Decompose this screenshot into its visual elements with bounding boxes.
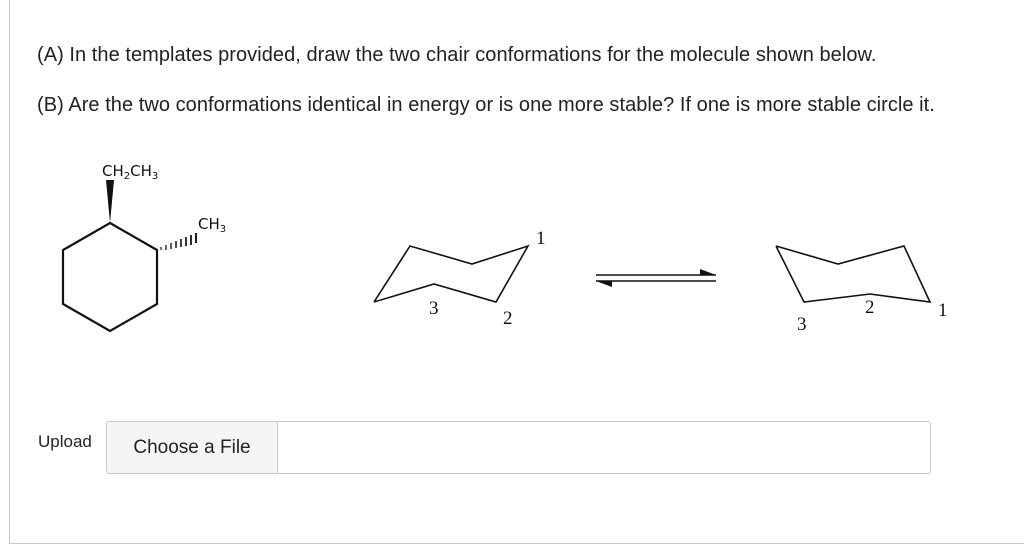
question-part-a: (A) In the templates provided, draw the two chair conformations for the molecule shown below. bbox=[37, 44, 877, 66]
right-chair-label-2: 2 bbox=[865, 297, 875, 318]
left-chair-label-3: 3 bbox=[429, 298, 439, 319]
right-chair-label-3: 3 bbox=[797, 314, 807, 335]
left-chair-label-2: 2 bbox=[503, 308, 513, 329]
right-chair-label-1: 1 bbox=[938, 300, 948, 321]
chair-templates bbox=[360, 222, 980, 342]
right-chair-icon bbox=[776, 246, 930, 302]
left-chair-icon bbox=[374, 246, 528, 302]
hash-bond-icon bbox=[161, 233, 196, 250]
cyclohexane-ring-icon bbox=[58, 158, 248, 338]
ethyl-label: $CH_2CH_3$ bbox=[102, 162, 159, 182]
choose-file-button[interactable]: Choose a File bbox=[107, 422, 278, 473]
equilibrium-arrows-icon bbox=[596, 269, 716, 287]
ring-outline bbox=[63, 223, 157, 331]
wedge-bond-icon bbox=[106, 180, 114, 223]
methyl-label: $CH_3$ bbox=[198, 215, 227, 235]
file-upload-field[interactable] bbox=[106, 421, 931, 474]
question-part-b: (B) Are the two conformations identical in energy or is one more stable? If one is more stable circle it. bbox=[37, 94, 935, 116]
left-chair-label-1: 1 bbox=[536, 228, 546, 249]
upload-label: Upload bbox=[38, 432, 92, 451]
molecule-structure bbox=[58, 158, 248, 338]
